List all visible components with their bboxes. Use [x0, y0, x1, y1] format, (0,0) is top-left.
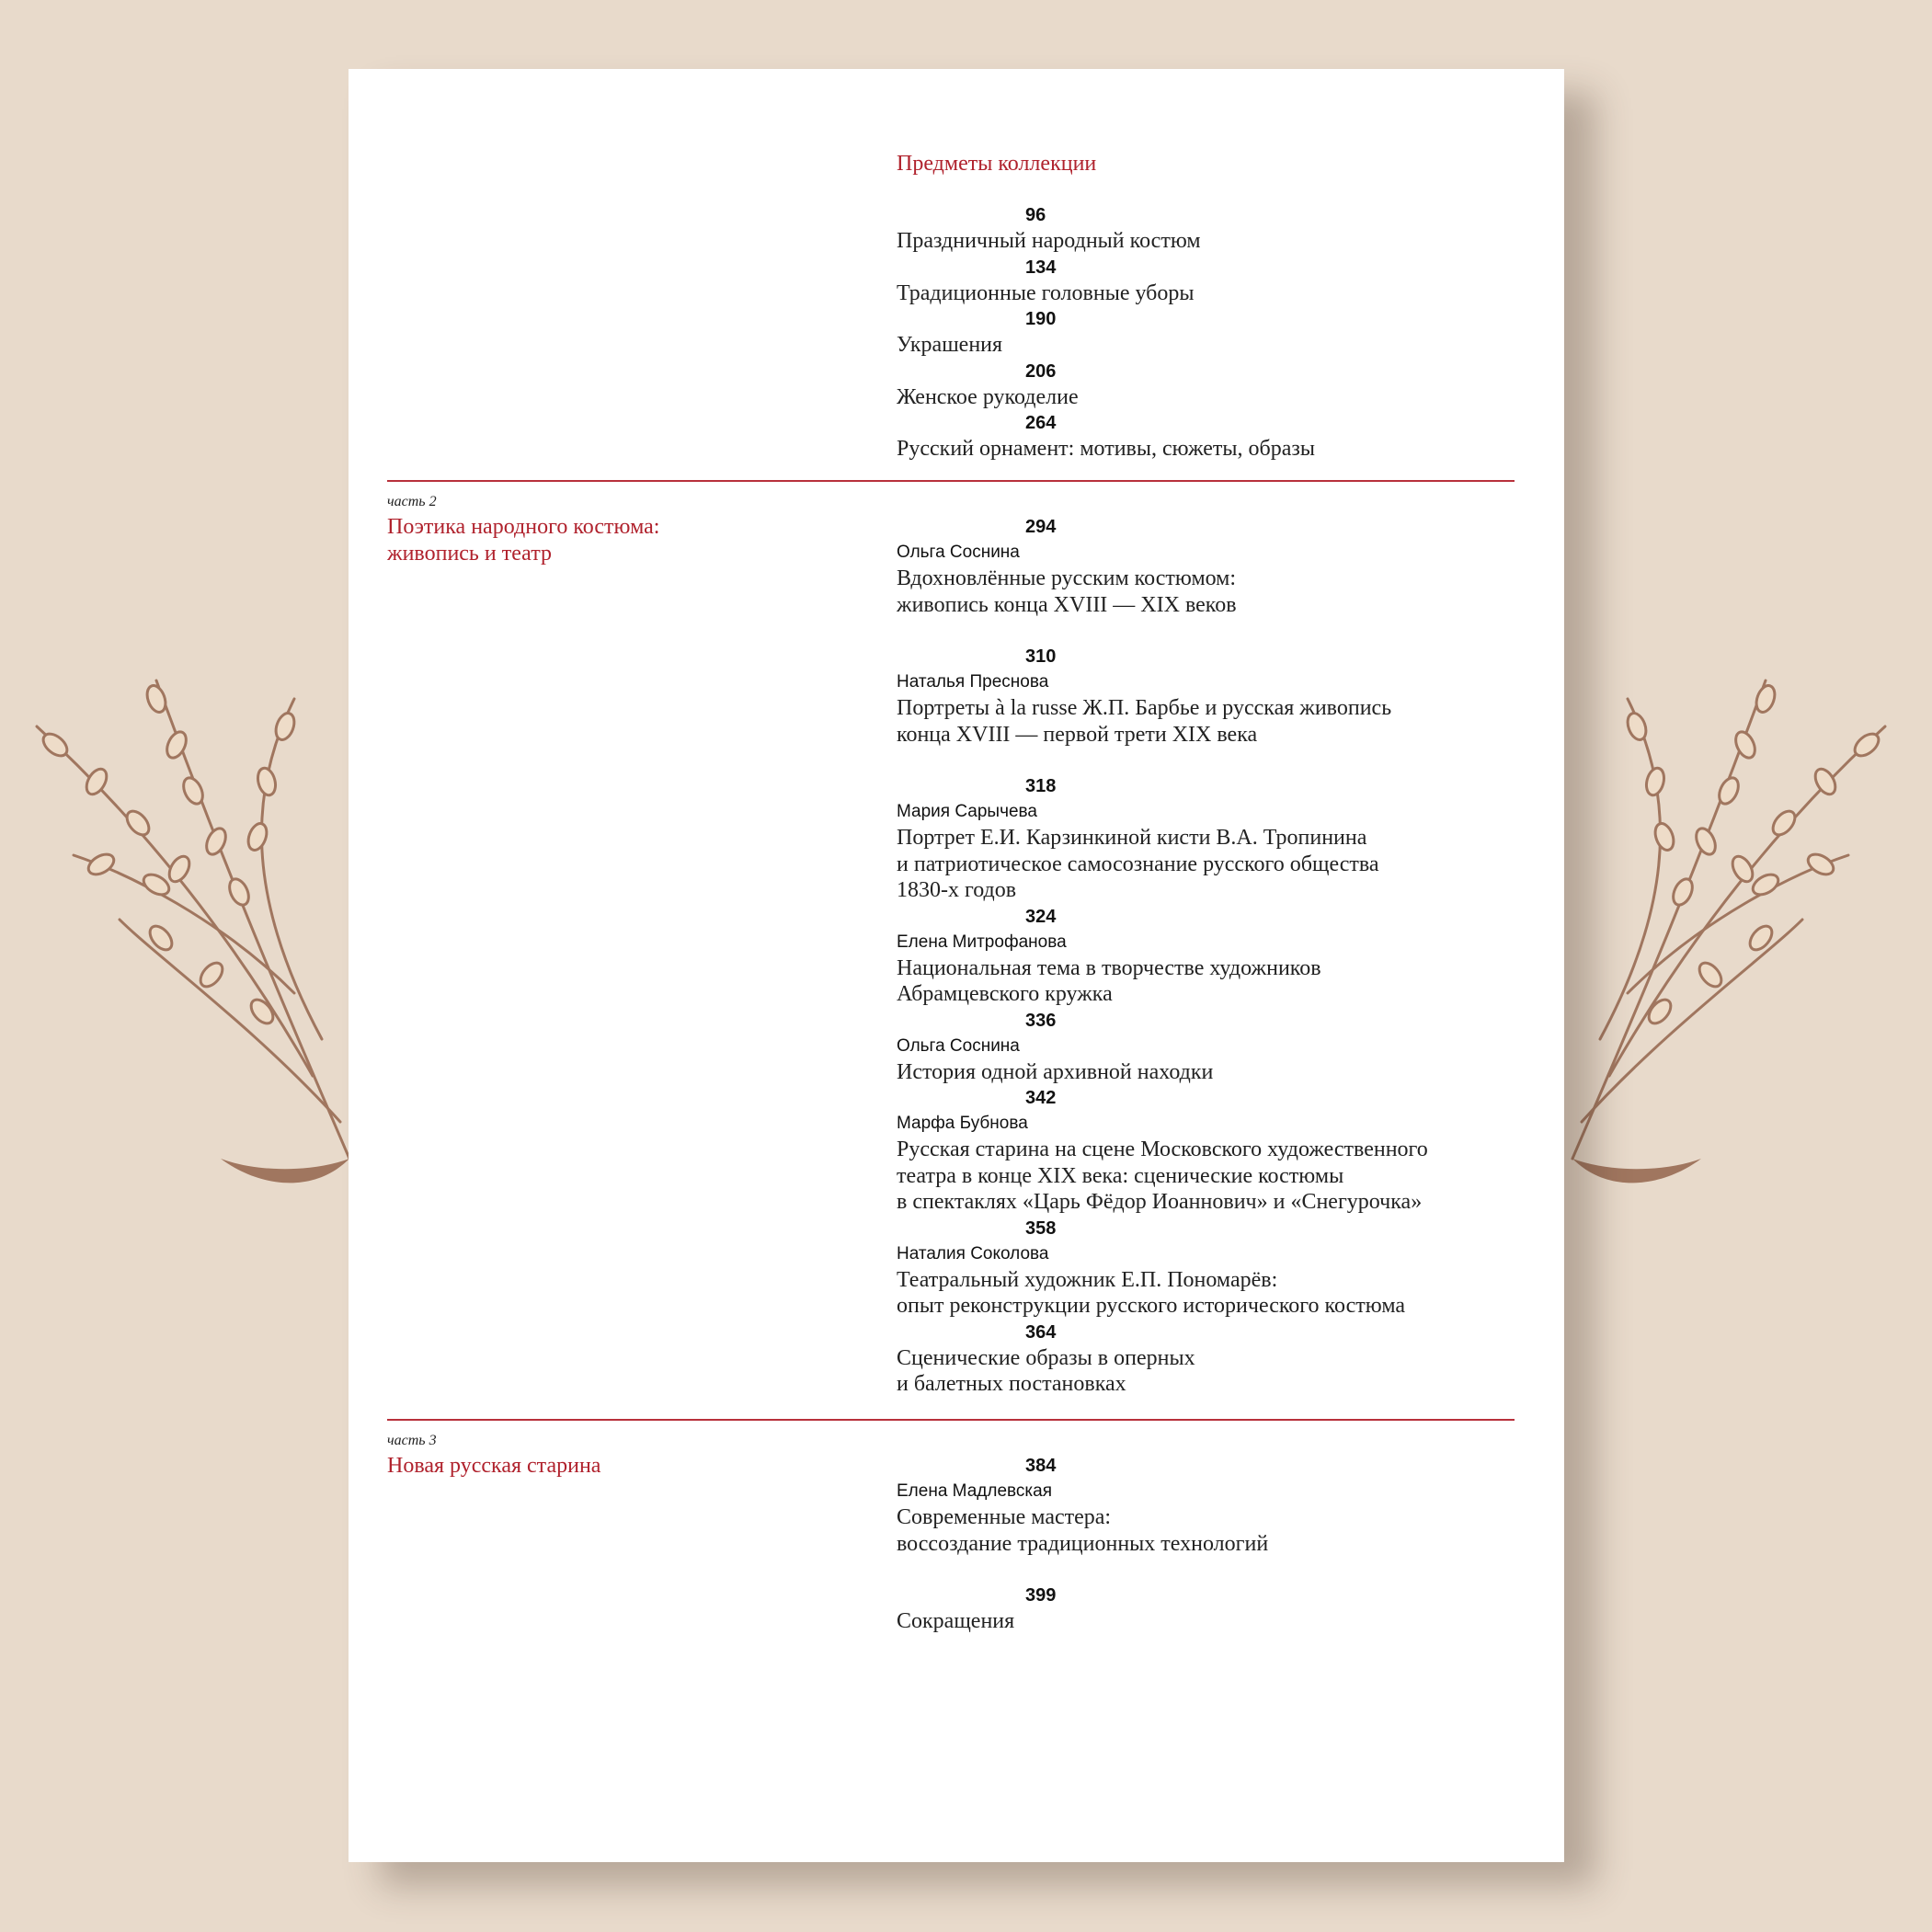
toc-entry[interactable]: [897, 904, 1540, 1008]
page-number: 318: [1025, 776, 1057, 796]
toc-entry[interactable]: [897, 1008, 1540, 1086]
part-2-label: часть 2: [387, 494, 437, 509]
entry-author: Мария Сарычева: [897, 802, 1037, 821]
entry-title: Портрет Е.И. Карзинкиной кисти В.А. Тропинина и патриотическое самосознание русского общества 1830-х годов: [897, 826, 1379, 902]
page-number: 364: [1025, 1321, 1057, 1343]
page-number: 399: [1025, 1585, 1057, 1606]
page-number: 310: [1025, 646, 1057, 667]
part-3-label: часть 3: [387, 1433, 437, 1448]
toc-entry[interactable]: [897, 410, 1540, 463]
entry-author: Ольга Соснина: [897, 543, 1020, 562]
toc-entry[interactable]: [897, 1453, 1540, 1557]
toc-entry[interactable]: [897, 255, 1540, 307]
page-number: 190: [1025, 309, 1057, 329]
toc-entry[interactable]: [897, 1216, 1540, 1320]
entry-title: Театральный художник Е.П. Пономарёв: опыт реконструкции русского исторического костюма: [897, 1267, 1406, 1318]
toc-entry[interactable]: [897, 359, 1540, 411]
willow-branch-right-illustration: [1554, 644, 1903, 1214]
entry-author: Елена Митрофанова: [897, 932, 1067, 952]
page-number: 384: [1025, 1456, 1057, 1476]
willow-branch-left-illustration: [18, 644, 368, 1214]
toc-entry[interactable]: [897, 1320, 1540, 1398]
toc-entry[interactable]: [897, 514, 1540, 618]
entry-title: Украшения: [897, 333, 1003, 357]
entry-title: Русская старина на сцене Московского художественного театра в конце XIX века: сценические костюмы в спектаклях «Царь Фёдор Иоаннович» и «Снегурочка»: [897, 1137, 1428, 1214]
page-number: 134: [1025, 257, 1057, 278]
collection-heading: Предметы коллекции: [897, 152, 1097, 176]
page-number: 342: [1025, 1088, 1057, 1108]
page-number: 96: [1025, 205, 1046, 225]
toc-entry[interactable]: [897, 644, 1540, 748]
toc-entry[interactable]: [897, 202, 1540, 255]
entry-author: Наталия Соколова: [897, 1243, 1049, 1263]
book-page: [349, 69, 1564, 1862]
entry-title: Традиционные головные уборы: [897, 280, 1195, 305]
toc-entry[interactable]: [897, 1085, 1540, 1216]
page-number: 294: [1025, 517, 1057, 537]
page-number: 324: [1025, 906, 1057, 927]
entry-author: Марфа Бубнова: [897, 1114, 1028, 1133]
collection-toc-list: [897, 202, 1540, 463]
entry-title: Праздничный народный костюм: [897, 229, 1201, 253]
part-3-toc-list: [897, 1453, 1540, 1635]
part-2-title-line2: живопись и театр: [387, 542, 552, 566]
entry-title: Национальная тема в творчестве художников Абрамцевского кружка: [897, 955, 1321, 1006]
part-2-title: [387, 514, 659, 567]
entry-title: Современные мастера: воссоздание традиционных технологий: [897, 1505, 1269, 1556]
entry-title: Сценические образы в оперных и балетных постановках: [897, 1345, 1195, 1396]
page-number: 336: [1025, 1010, 1057, 1031]
entry-title: Русский орнамент: мотивы, сюжеты, образы: [897, 437, 1315, 461]
entry-author: Елена Мадлевская: [897, 1481, 1052, 1501]
part-3-title: Новая русская старина: [387, 1454, 601, 1478]
part-2-title-line1: Поэтика народного костюма:: [387, 515, 660, 539]
entry-title: Портреты à la russe Ж.П. Барбье и русская живопись конца XVIII — первой трети XIX века: [897, 696, 1392, 747]
section-divider: [387, 1419, 1515, 1421]
entry-author: Ольга Соснина: [897, 1035, 1020, 1056]
section-divider: [387, 480, 1515, 482]
toc-entry[interactable]: [897, 306, 1540, 359]
entry-title: Сокращения: [897, 1609, 1015, 1633]
entry-title: Вдохновлённые русским костюмом: живопись конца XVIII — XIX веков: [897, 566, 1237, 617]
entry-author: Наталья Преснова: [897, 672, 1049, 692]
entry-title: Женское рукоделие: [897, 384, 1079, 409]
page-number: 358: [1025, 1218, 1057, 1239]
part-2-toc-list: [897, 514, 1540, 1398]
toc-entry[interactable]: [897, 1583, 1540, 1635]
toc-entry[interactable]: [897, 773, 1540, 904]
page-number: 206: [1025, 360, 1057, 382]
page-number: 264: [1025, 413, 1057, 433]
entry-title: История одной архивной находки: [897, 1059, 1214, 1084]
